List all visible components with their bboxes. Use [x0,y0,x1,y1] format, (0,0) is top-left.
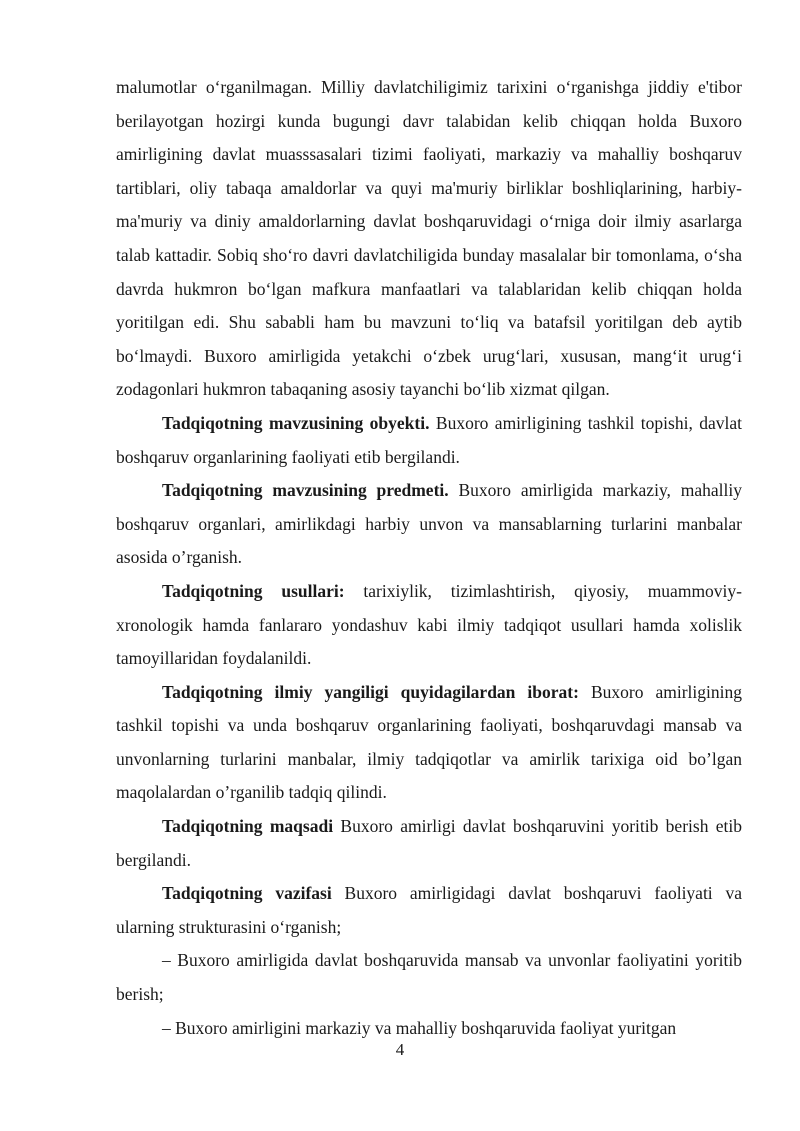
paragraph-text: Buxoro amirligida markaziy, mahalliy boshqaruv organlari, amirlikdagi harbiy unvon va mansablarning turlarini manbalar asosida o’rganish. [116,480,743,568]
paragraph-text: malumotlar o‘rganilmagan. Milliy davlatchiligimiz tarixini o‘rganishga jiddiy e'tibor berilayotgan hozirgi kunda bugungi davr talabidan kelib chiqqan holda Buxoro amirligining davlat muasssasalari tizimi faoliyati, markaziy va mahalliy boshqaruv tartiblari, oliy tabaqa amaldorlar va quyi ma'muriy birliklar boshliqlarining, harbiy-ma'muriy va diniy amaldorlarning davlat boshqaruvidagi o‘rniga doir ilmiy asarlarga talab kattadir. Sobiq sho‘ro davri davlatchiligida bunday masalalar bir tomonlama, o‘sha davrda hukmron bo‘lgan mafkura manfaatlari va talablaridan kelib chiqqan holda yoritilgan edi. Shu sababli ham bu mavzuni to‘liq va batafsil yoritilgan deb aytib bo‘lmaydi. Buxoro amirligida yetakchi o‘zbek urug‘lari, xususan, mang‘it urug‘i zodagonlari hukmron tabaqaning asosiy tayanchi bo‘lib xizmat qilgan. [116,77,742,400]
paragraph-heading: Tadqiqotning maqsadi [162,816,334,837]
paragraph-text: – Buxoro amirligida davlat boshqaruvida mansab va unvonlar faoliyatini yoritib berish; [116,950,742,1005]
paragraph-subject [116,474,742,575]
paragraph-heading: Tadqiqotning mavzusining obyekti. [162,412,430,433]
paragraph-tasks [116,877,742,944]
paragraph-intro [116,71,742,407]
paragraph-novelty [116,676,742,810]
paragraph-text: – Buxoro amirligini markaziy va mahalliy boshqaruvida faoliyat yuritgan [162,1017,677,1038]
paragraph-heading: Tadqiqotning usullari: [162,580,345,601]
paragraph-text: tarixiylik, tizimlashtirish, qiyosiy, muammoviy-xronologik hamda fanlararo yondashuv kabi ilmiy tadqiqot usullari hamda xolislik tamoyillaridan foydalanildi. [116,580,742,669]
paragraph-text: Buxoro amirligining tashkil topishi, davlat boshqaruv organlarining faoliyati etib bergilandi. [116,412,742,467]
paragraph-heading: Tadqiqotning ilmiy yangiligi quyidagilardan iborat: [162,681,579,702]
list-item-task [116,944,742,1011]
page-number: 4 [395,1040,405,1059]
paragraph-text: Buxoro amirligidagi davlat boshqaruvi faoliyati va ularning strukturasini o‘rganish; [116,883,742,937]
paragraph-heading: Tadqiqotning vazifasi [162,883,332,904]
paragraph-text: Buxoro amirligi davlat boshqaruvini yoritib berish etib bergilandi. [116,816,743,870]
paragraph-object [116,407,742,474]
paragraph-goal [116,810,742,877]
paragraph-methods [116,575,742,676]
paragraph-heading: Tadqiqotning mavzusining predmeti. [162,480,449,501]
document-page [116,71,742,1045]
paragraph-text: Buxoro amirligining tashkil topishi va unda boshqaruv organlarining faoliyati, boshqaruvdagi mansab va unvonlarning turlarini manbalar, ilmiy tadqiqotlar va amirlik tarixiga oid bo’lgan maqolalardan o’rganilib tadqiq qilindi. [116,681,742,803]
